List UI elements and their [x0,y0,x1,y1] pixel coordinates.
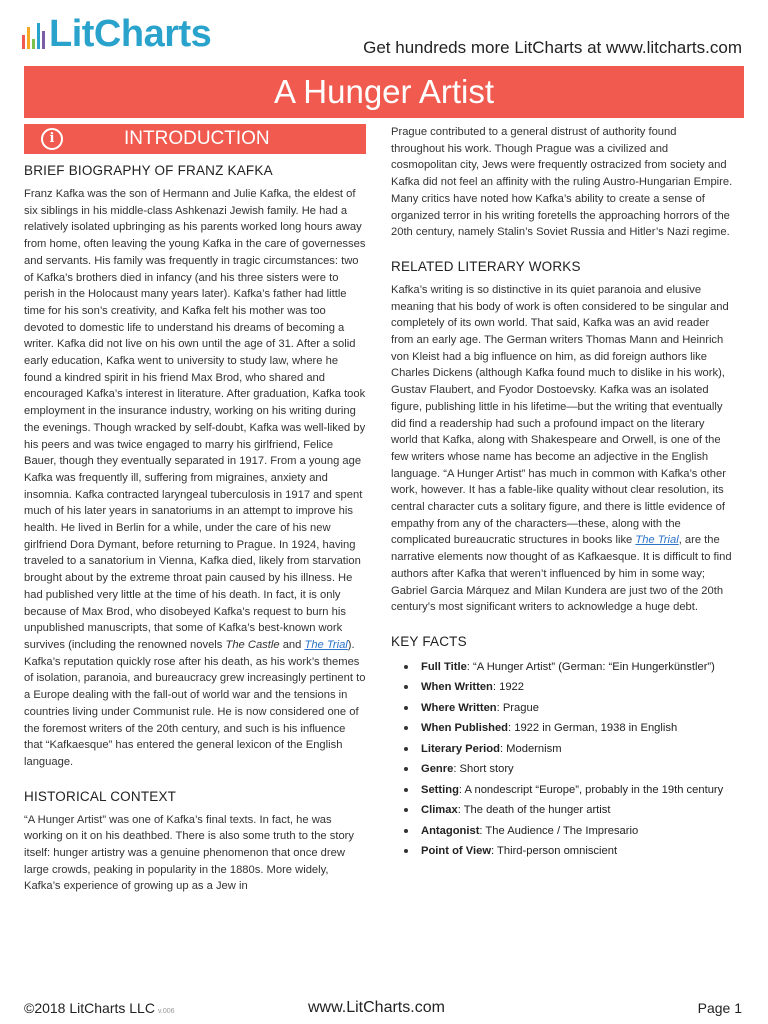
page-header [0,0,768,66]
list-item [391,802,733,819]
fact-value: : The Audience / The Impresario [479,824,639,837]
version-label: v.006 [157,1008,175,1015]
right-column [391,124,733,864]
related-text-part: , are the narrative elements now thought of as Kafkaesque. It is difficult to find authors after Kafka that weren’t influenced by him in some way; Gabriel Garcia Márquez and Milan Kundera are just two of the 20th century’s most significant writers to acknowledge a huge debt. [391,534,732,614]
logo-bar [37,23,40,49]
fact-value: : The death of the hunger artist [457,804,611,817]
logo-text: LitCharts [49,13,212,55]
key-facts-heading: KEY FACTS [391,633,467,649]
list-item [391,843,733,860]
logo-bar [22,35,25,49]
list-item [391,761,733,778]
fact-label: Climax [421,804,458,817]
related-works-text [391,282,733,616]
fact-label: Literary Period [421,742,500,755]
historical-text-left: “A Hunger Artist” was one of Kafka’s final texts. In fact, he was working on it on his deathbed. There is also some truth to the story itself: hunger artistry was a genuine phenomenon that once drew large crowds, peaking in popularity in the 1880s. More widely, Kafka’s experience of growing up as a Jew in [24,813,355,893]
fact-value: : 1922 [492,681,524,694]
header-tagline[interactable]: Get hundreds more LitCharts at www.litcharts.com [363,38,742,57]
biography-heading: BRIEF BIOGRAPHY OF FRANZ KAFKA [24,163,273,178]
logo-bars-icon [22,19,45,52]
fact-value: : 1922 in German, 1938 in English [508,722,678,735]
biography-text-part: and [279,638,305,651]
list-item [391,782,733,799]
left-column [24,124,366,895]
fact-value: : Third-person omniscient [491,845,618,858]
introduction-banner [24,124,366,154]
biography-text-part: Franz Kafka was the son of Hermann and Julie Kafka, the eldest of six siblings in his middle-class Ashkenazi Jewish family. He had a relatively isolated upbringing as his parents worked long hours away from home, often leaving the young Kafka in the care of governesses and servants. His family was frequently in tragic circumstances: two of Kafka’s brothers died in infancy (and his three sisters were to perish in the Holocaust many years later). Kafka’s father had little time for his son’s creativity, and Kafka felt his mother was too devoted to domestic life to understand his dreams of becoming a writer. Kafka did not live on his own until the age of 31. After a solid early education, Kafka went to university to study law, where he found a kindred spirit in his friend Max Brod, who shared and encouraged Kafka’s interest in literature. After graduation, Kafka took employment in the insurance industry, working on his writing during the evenings. Though wracked by self-doubt, Kafka was well-liked by his peers and was twice engaged to marry his girlfriend, Felice Bauer, though they eventually separated in 1917. From a young age Kafka was frequently ill, suffering from migraines, anxiety and insomnia. Kafka contracted laryngeal tuberculosis in 1917 and spent much of his later years in sanatoriums in an attempt to improve his health. He lived in Berlin for a while, under the care of his new girlfriend Dora Dymant, before returning to Prague. In 1924, having traveled to a sanatorium in Vienna, Kafka died, likely from starvation brought about by the extreme throat pain caused by his illness. He had published very little at the time of his death. In fact, it is only because of Max Brod, who disobeyed Kafka’s request to burn his unpublished manuscripts, that some of Kafka’s best-known work survives (including the renowned novels [24,188,366,651]
info-icon: i [41,128,63,150]
key-facts-list [391,659,733,860]
list-item [391,823,733,840]
related-text-part: Kafka’s writing is so distinctive in its quiet paranoia and elusive meaning that his body of work is often considered to be singular and completely of its own world. That said, Kafka was an avid reader from an early age. The German writers Thomas Mann and Heinrich von Kleist had a big influence on him, as did foreign authors like Charles Dickens (although Kafka found much to dislike in his work), Gustav Flaubert, and Fyodor Dostoevsky. Kafka was an isolated figure, publishing little in his lifetime—but the writing that eventually did find a readership had such a profound impact on the literary world that Kafka, along with Shakespeare and Orwell, is one of the few writers whose name has become an adjective in the English language. “A Hunger Artist” has much in common with Kafka’s other work, however. It has a fable-like quality without clear resolution, its central character cuts a solitary figure, and there is little evidence of empathy from any of the characters—these, along with the complicated bureaucratic structures in books like [391,283,729,547]
list-item [391,700,733,717]
logo-bar [27,27,30,49]
link-the-trial[interactable]: The Trial [304,638,348,651]
list-item [391,659,733,676]
page-title: A Hunger Artist [24,66,744,118]
introduction-label: INTRODUCTION [124,128,270,149]
page-number: Page 1 [697,1000,742,1016]
fact-value: : A nondescript “Europe”, probably in the 19th century [458,783,724,796]
fact-value: : Modernism [499,742,562,755]
fact-label: Setting [421,783,459,796]
biography-text [24,186,366,771]
list-item [391,679,733,696]
historical-text-right: Prague contributed to a general distrust of authority found throughout his work. Though Prague was a civilized and cosmopolitan city, Jews were frequently ostracized from society and Kafka did not feel an affinity with the ruling Austro-Hungarian Empire. Many critics have noted how Kafka’s ability to create a sense of organized terror in his writing foretells the approaching horrors of the 20th century, namely Stalin’s Soviet Russia and Hitler’s Nazi regime. [391,126,733,239]
fact-label: Where Written [421,701,497,714]
fact-label: Full Title [421,660,467,673]
copyright-text: ©2018 LitCharts LLC [24,1000,155,1016]
fact-label: Point of View [421,845,492,858]
fact-value: : “A Hunger Artist” (German: “Ein Hungerkünstler”) [466,660,715,673]
link-the-trial[interactable]: The Trial [635,534,679,547]
fact-label: Genre [421,763,454,776]
fact-value: : Short story [453,763,514,776]
biography-text-part: ). Kafka’s reputation quickly rose after his death, as his work’s themes of isolation, paranoia, and bureaucracy grew increasingly pertinent to a Europe dealing with the fall-out of world war and the tensions in countries living under Communist rule. He is now considered one of the foremost writers of the 20th century, and such is his influence that “Kafkaesque” has entered the general lexicon of the English language. [24,638,366,768]
list-item [391,741,733,758]
logo-bar [42,31,45,49]
logo-bar [32,39,35,49]
page-footer [0,990,768,1024]
work-title-the-castle: The Castle [225,638,280,651]
footer-site-link[interactable]: www.LitCharts.com [308,999,445,1016]
fact-label: When Written [421,681,493,694]
footer-copyright [24,1000,175,1016]
fact-value: : Prague [496,701,539,714]
fact-label: When Published [421,722,509,735]
fact-label: Antagonist [421,824,480,837]
litcharts-logo[interactable] [22,13,212,55]
historical-heading: HISTORICAL CONTEXT [24,788,177,804]
list-item [391,720,733,737]
related-works-heading: RELATED LITERARY WORKS [391,258,581,274]
